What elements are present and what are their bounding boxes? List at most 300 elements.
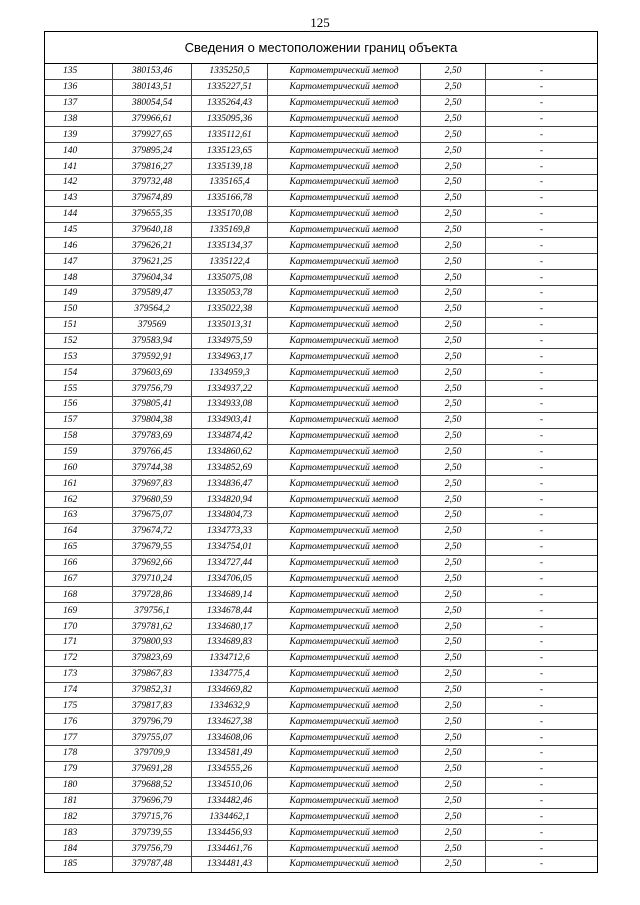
x-coordinate-cell: 379756,1 [113,603,192,619]
x-coordinate-cell: 379823,69 [113,650,192,666]
x-coordinate-cell: 380054,54 [113,95,192,111]
method-cell: Картометрический метод [268,286,421,302]
accuracy-cell: 2,50 [421,238,486,254]
method-cell: Картометрический метод [268,222,421,238]
method-cell: Картометрический метод [268,825,421,841]
point-number-cell: 182 [45,809,113,825]
point-number-cell: 139 [45,127,113,143]
note-cell: - [486,95,598,111]
method-cell: Картометрический метод [268,64,421,79]
note-cell: - [486,365,598,381]
method-cell: Картометрический метод [268,745,421,761]
y-coordinate-cell: 1334836,47 [192,476,268,492]
accuracy-cell: 2,50 [421,444,486,460]
accuracy-cell: 2,50 [421,793,486,809]
method-cell: Картометрический метод [268,603,421,619]
point-number-cell: 142 [45,175,113,191]
note-cell: - [486,555,598,571]
method-cell: Картометрический метод [268,571,421,587]
method-cell: Картометрический метод [268,793,421,809]
y-coordinate-cell: 1335166,78 [192,190,268,206]
point-number-cell: 185 [45,856,113,871]
table-row [45,603,597,619]
accuracy-cell: 2,50 [421,222,486,238]
method-cell: Картометрический метод [268,270,421,286]
accuracy-cell: 2,50 [421,175,486,191]
accuracy-cell: 2,50 [421,825,486,841]
note-cell: - [486,777,598,793]
x-coordinate-cell: 379674,72 [113,523,192,539]
accuracy-cell: 2,50 [421,856,486,871]
accuracy-cell: 2,50 [421,460,486,476]
accuracy-cell: 2,50 [421,254,486,270]
table-row [45,492,597,508]
y-coordinate-cell: 1334462,1 [192,809,268,825]
method-cell: Картометрический метод [268,698,421,714]
point-number-cell: 154 [45,365,113,381]
y-coordinate-cell: 1335165,4 [192,175,268,191]
accuracy-cell: 2,50 [421,476,486,492]
y-coordinate-cell: 1334775,4 [192,666,268,682]
method-cell: Картометрический метод [268,428,421,444]
y-coordinate-cell: 1335139,18 [192,159,268,175]
y-coordinate-cell: 1334456,93 [192,825,268,841]
method-cell: Картометрический метод [268,412,421,428]
table-row [45,761,597,777]
note-cell: - [486,111,598,127]
accuracy-cell: 2,50 [421,745,486,761]
method-cell: Картометрический метод [268,460,421,476]
note-cell: - [486,476,598,492]
x-coordinate-cell: 379692,66 [113,555,192,571]
accuracy-cell: 2,50 [421,301,486,317]
table-row [45,127,597,143]
accuracy-cell: 2,50 [421,682,486,698]
note-cell: - [486,523,598,539]
x-coordinate-cell: 379732,48 [113,175,192,191]
accuracy-cell: 2,50 [421,190,486,206]
y-coordinate-cell: 1334627,38 [192,714,268,730]
table-row [45,412,597,428]
method-cell: Картометрический метод [268,206,421,222]
accuracy-cell: 2,50 [421,777,486,793]
y-coordinate-cell: 1335123,65 [192,143,268,159]
note-cell: - [486,206,598,222]
y-coordinate-cell: 1334937,22 [192,381,268,397]
x-coordinate-cell: 379927,65 [113,127,192,143]
point-number-cell: 141 [45,159,113,175]
method-cell: Картометрический метод [268,175,421,191]
note-cell: - [486,64,598,79]
table-row [45,286,597,302]
accuracy-cell: 2,50 [421,698,486,714]
x-coordinate-cell: 379744,38 [113,460,192,476]
table-row [45,555,597,571]
table-row [45,460,597,476]
y-coordinate-cell: 1335170,08 [192,206,268,222]
point-number-cell: 162 [45,492,113,508]
y-coordinate-cell: 1334975,59 [192,333,268,349]
table-row [45,523,597,539]
point-number-cell: 170 [45,619,113,635]
x-coordinate-cell: 379697,83 [113,476,192,492]
point-number-cell: 165 [45,539,113,555]
table-row [45,793,597,809]
method-cell: Картометрический метод [268,730,421,746]
table-row [45,682,597,698]
note-cell: - [486,730,598,746]
page-number: 125 [310,15,330,30]
table-row [45,587,597,603]
point-number-cell: 180 [45,777,113,793]
table-row [45,508,597,524]
note-cell: - [486,793,598,809]
table-row [45,698,597,714]
method-cell: Картометрический метод [268,508,421,524]
note-cell: - [486,286,598,302]
coordinates-table-body [45,64,597,872]
method-cell: Картометрический метод [268,476,421,492]
x-coordinate-cell: 379728,86 [113,587,192,603]
note-cell: - [486,682,598,698]
y-coordinate-cell: 1335250,5 [192,64,268,79]
note-cell: - [486,492,598,508]
accuracy-cell: 2,50 [421,428,486,444]
point-number-cell: 160 [45,460,113,476]
note-cell: - [486,571,598,587]
accuracy-cell: 2,50 [421,571,486,587]
accuracy-cell: 2,50 [421,159,486,175]
note-cell: - [486,539,598,555]
x-coordinate-cell: 379783,69 [113,428,192,444]
method-cell: Картометрический метод [268,856,421,871]
x-coordinate-cell: 379640,18 [113,222,192,238]
table-row [45,730,597,746]
x-coordinate-cell: 379626,21 [113,238,192,254]
method-cell: Картометрический метод [268,95,421,111]
note-cell: - [486,444,598,460]
method-cell: Картометрический метод [268,317,421,333]
y-coordinate-cell: 1335053,78 [192,286,268,302]
note-cell: - [486,856,598,871]
method-cell: Картометрический метод [268,587,421,603]
y-coordinate-cell: 1335264,43 [192,95,268,111]
x-coordinate-cell: 379583,94 [113,333,192,349]
x-coordinate-cell: 379800,93 [113,634,192,650]
method-cell: Картометрический метод [268,492,421,508]
x-coordinate-cell: 379710,24 [113,571,192,587]
note-cell: - [486,301,598,317]
y-coordinate-cell: 1335112,61 [192,127,268,143]
y-coordinate-cell: 1335122,4 [192,254,268,270]
accuracy-cell: 2,50 [421,492,486,508]
method-cell: Картометрический метод [268,190,421,206]
x-coordinate-cell: 379589,47 [113,286,192,302]
x-coordinate-cell: 379603,69 [113,365,192,381]
x-coordinate-cell: 379592,91 [113,349,192,365]
table-title: Сведения о местоположении границ объекта [45,32,597,64]
point-number-cell: 140 [45,143,113,159]
y-coordinate-cell: 1334860,62 [192,444,268,460]
note-cell: - [486,238,598,254]
table-row [45,206,597,222]
accuracy-cell: 2,50 [421,412,486,428]
x-coordinate-cell: 379688,52 [113,777,192,793]
accuracy-cell: 2,50 [421,365,486,381]
point-number-cell: 172 [45,650,113,666]
point-number-cell: 171 [45,634,113,650]
point-number-cell: 177 [45,730,113,746]
x-coordinate-cell: 379604,34 [113,270,192,286]
method-cell: Картометрический метод [268,254,421,270]
accuracy-cell: 2,50 [421,349,486,365]
y-coordinate-cell: 1334678,44 [192,603,268,619]
point-number-cell: 179 [45,761,113,777]
x-coordinate-cell: 379709,9 [113,745,192,761]
point-number-cell: 148 [45,270,113,286]
x-coordinate-cell: 379621,25 [113,254,192,270]
method-cell: Картометрический метод [268,111,421,127]
note-cell: - [486,698,598,714]
y-coordinate-cell: 1334706,05 [192,571,268,587]
note-cell: - [486,650,598,666]
table-row [45,397,597,413]
accuracy-cell: 2,50 [421,508,486,524]
note-cell: - [486,333,598,349]
table-row [45,95,597,111]
x-coordinate-cell: 379796,79 [113,714,192,730]
method-cell: Картометрический метод [268,809,421,825]
method-cell: Картометрический метод [268,333,421,349]
table-row [45,254,597,270]
x-coordinate-cell: 379755,07 [113,730,192,746]
y-coordinate-cell: 1335013,31 [192,317,268,333]
method-cell: Картометрический метод [268,349,421,365]
table-row [45,175,597,191]
note-cell: - [486,270,598,286]
table-row [45,190,597,206]
y-coordinate-cell: 1334481,43 [192,856,268,871]
point-number-cell: 135 [63,66,78,77]
method-cell: Картометрический метод [268,365,421,381]
x-coordinate-cell: 379816,27 [113,159,192,175]
point-number-cell: 137 [45,95,113,111]
note-cell: - [486,634,598,650]
accuracy-cell: 2,50 [421,79,486,95]
point-number-cell: 151 [45,317,113,333]
note-cell: - [486,381,598,397]
table-row [45,619,597,635]
x-coordinate-cell: 379655,35 [113,206,192,222]
point-number-cell: 166 [45,555,113,571]
x-coordinate-cell: 379675,07 [113,508,192,524]
note-cell: - [486,127,598,143]
table-row [45,809,597,825]
y-coordinate-cell: 1334959,3 [192,365,268,381]
x-coordinate-cell: 379817,83 [113,698,192,714]
coordinates-table [45,64,597,872]
method-cell: Картометрический метод [268,841,421,857]
accuracy-cell: 2,50 [421,333,486,349]
method-cell: Картометрический метод [268,381,421,397]
accuracy-cell: 2,50 [421,650,486,666]
table-row [45,111,597,127]
table-row [45,79,597,95]
accuracy-cell: 2,50 [421,317,486,333]
point-number-cell: 167 [45,571,113,587]
accuracy-cell: 2,50 [421,809,486,825]
table-row [45,777,597,793]
accuracy-cell: 2,50 [421,64,486,79]
accuracy-cell: 2,50 [421,127,486,143]
note-cell: - [486,841,598,857]
table-row [45,856,597,871]
y-coordinate-cell: 1334874,42 [192,428,268,444]
method-cell: Картометрический метод [268,444,421,460]
y-coordinate-cell: 1334461,76 [192,841,268,857]
y-coordinate-cell: 1334608,06 [192,730,268,746]
table-row [45,333,597,349]
accuracy-cell: 2,50 [421,761,486,777]
table-row [45,317,597,333]
y-coordinate-cell: 1335022,38 [192,301,268,317]
x-coordinate-cell: 379787,48 [113,856,192,871]
x-coordinate-cell: 379895,24 [113,143,192,159]
table-row [45,841,597,857]
y-coordinate-cell: 1335134,37 [192,238,268,254]
table-row [45,365,597,381]
y-coordinate-cell: 1334581,49 [192,745,268,761]
point-number-cell: 144 [45,206,113,222]
x-coordinate-cell: 379696,79 [113,793,192,809]
point-number-cell: 183 [45,825,113,841]
x-coordinate-cell: 379804,38 [113,412,192,428]
table-row [45,745,597,761]
note-cell: - [486,603,598,619]
y-coordinate-cell: 1334689,83 [192,634,268,650]
method-cell: Картометрический метод [268,127,421,143]
method-cell: Картометрический метод [268,777,421,793]
method-cell: Картометрический метод [268,539,421,555]
point-number-cell: 159 [45,444,113,460]
point-number-cell: 153 [45,349,113,365]
y-coordinate-cell: 1334712,6 [192,650,268,666]
y-coordinate-cell: 1335227,51 [192,79,268,95]
note-cell: - [486,825,598,841]
note-cell: - [486,159,598,175]
table-row [45,238,597,254]
method-cell: Картометрический метод [268,79,421,95]
accuracy-cell: 2,50 [421,270,486,286]
accuracy-cell: 2,50 [421,397,486,413]
table-row [45,650,597,666]
y-coordinate-cell: 1334680,17 [192,619,268,635]
method-cell: Картометрический метод [268,238,421,254]
point-number-cell: 156 [45,397,113,413]
accuracy-cell: 2,50 [421,539,486,555]
method-cell: Картометрический метод [268,682,421,698]
y-coordinate-cell: 1334903,41 [192,412,268,428]
table-row [45,714,597,730]
table-row [45,64,597,79]
table-row [45,143,597,159]
y-coordinate-cell: 1334555,26 [192,761,268,777]
accuracy-cell: 2,50 [421,95,486,111]
y-coordinate-cell: 1334689,14 [192,587,268,603]
table-row [45,159,597,175]
point-number-cell: 175 [45,698,113,714]
table-row [45,301,597,317]
point-number-cell: 136 [45,79,113,95]
point-number-cell: 145 [45,222,113,238]
point-number-cell: 169 [45,603,113,619]
method-cell: Картометрический метод [268,523,421,539]
x-coordinate-cell: 379756,79 [113,381,192,397]
x-coordinate-cell: 380153,46 [113,64,192,79]
point-number-cell: 138 [45,111,113,127]
method-cell: Картометрический метод [268,555,421,571]
note-cell: - [486,222,598,238]
accuracy-cell: 2,50 [421,555,486,571]
point-number-cell: 178 [45,745,113,761]
point-number-cell: 173 [45,666,113,682]
x-coordinate-cell: 379691,28 [113,761,192,777]
y-coordinate-cell: 1334727,44 [192,555,268,571]
y-coordinate-cell: 1335075,08 [192,270,268,286]
accuracy-cell: 2,50 [421,111,486,127]
note-cell: - [486,349,598,365]
point-number-cell: 149 [45,286,113,302]
x-coordinate-cell: 379564,2 [113,301,192,317]
accuracy-cell: 2,50 [421,730,486,746]
method-cell: Картометрический метод [268,619,421,635]
note-cell: - [486,587,598,603]
x-coordinate-cell: 379867,83 [113,666,192,682]
note-cell: - [486,428,598,444]
y-coordinate-cell: 1334852,69 [192,460,268,476]
note-cell: - [486,317,598,333]
note-cell: - [486,397,598,413]
accuracy-cell: 2,50 [421,841,486,857]
accuracy-cell: 2,50 [421,206,486,222]
method-cell: Картометрический метод [268,650,421,666]
point-number-cell: 174 [45,682,113,698]
x-coordinate-cell: 379680,59 [113,492,192,508]
x-coordinate-cell: 379679,55 [113,539,192,555]
table-row [45,539,597,555]
table-row [45,381,597,397]
table-row [45,666,597,682]
x-coordinate-cell: 379852,31 [113,682,192,698]
point-number-cell: 150 [45,301,113,317]
accuracy-cell: 2,50 [421,286,486,302]
table-row [45,634,597,650]
accuracy-cell: 2,50 [421,634,486,650]
method-cell: Картометрический метод [268,634,421,650]
note-cell: - [486,175,598,191]
point-number-cell: 152 [45,333,113,349]
x-coordinate-cell: 379569 [113,317,192,333]
point-number-cell: 163 [45,508,113,524]
note-cell: - [486,619,598,635]
point-number-cell: 184 [45,841,113,857]
accuracy-cell: 2,50 [421,714,486,730]
point-number-cell: 157 [45,412,113,428]
point-number-cell: 161 [45,476,113,492]
y-coordinate-cell: 1335169,8 [192,222,268,238]
accuracy-cell: 2,50 [421,666,486,682]
accuracy-cell: 2,50 [421,587,486,603]
